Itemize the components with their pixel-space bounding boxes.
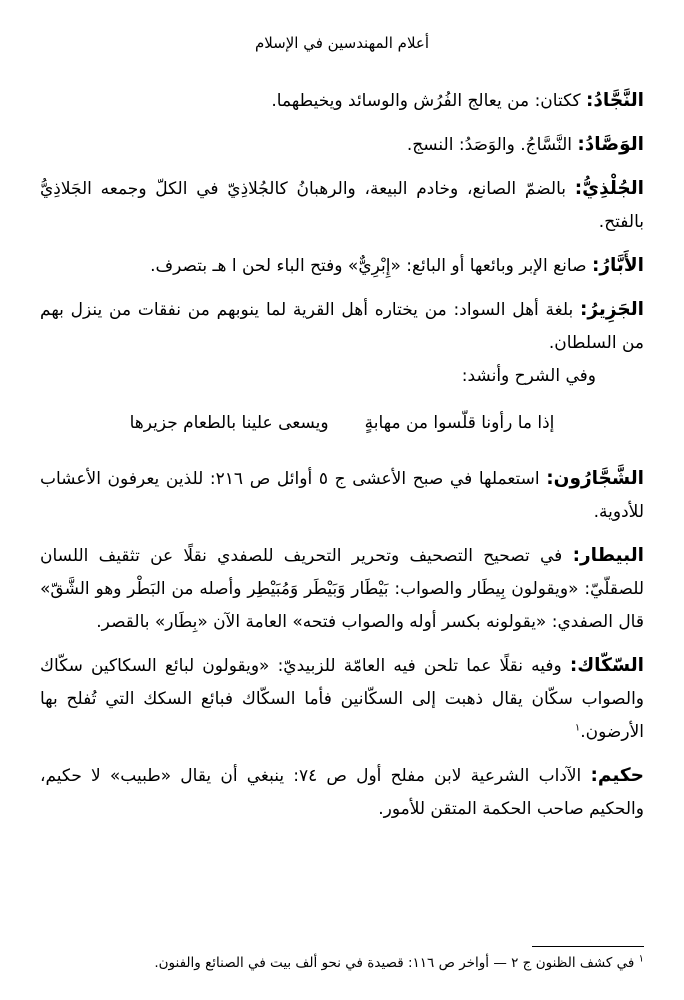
entry-headword: الجُلْذِيُّ: [574, 178, 644, 199]
entry-headword: حكيم: [590, 765, 645, 786]
entry-jazir [40, 293, 644, 360]
poetry-verse [40, 407, 644, 440]
footnote [40, 952, 644, 974]
verse-second-hemistich: ويسعى علينا بالطعام جزيرها [129, 413, 329, 433]
entry-text: الآداب الشرعية لابن مفلح أول ص ٧٤: ينبغي أن يقال «طبيب» لا حكيم، والحكيم صاحب الحكمة المتقن للأمور. [40, 766, 644, 819]
entry-text: النَّسَّاجُ. والوَصَدُ: النسج. [406, 135, 578, 155]
entry-headword: البيطار: [572, 545, 644, 566]
entry-headword: الشَّجَّارُون: [546, 468, 644, 489]
entry-headword: الوَصَّادُ: [577, 134, 644, 155]
entry-headword: الأَبَّارُ: [591, 255, 644, 276]
entry-headword: الجَزِيرُ: [580, 299, 644, 320]
footnote-ref: ١ [574, 722, 581, 734]
entry-continuation: وفي الشرح وأنشد: [461, 366, 596, 386]
verse-first-hemistich: إذا ما رأونا قلّسوا من مهابةٍ [364, 413, 555, 433]
footnote-text: في كشف الظنون ج ٢ — أواخر ص ١١٦: قصيدة في نحو ألف بيت في الصنائع والفنون. [154, 955, 639, 971]
page-body [40, 84, 644, 836]
entry-text: وفيه نقلًا عما تلحن فيه العامّة للزبيديّ: «ويقولون لبائع السكاكين سكّاك والصواب سكّان يقال ذهبت إلى السكّانين فأما السكّاك فبائع السكك التي تُفلح بها الأرضون. [40, 656, 644, 742]
entry-abbar [40, 249, 644, 283]
entry-text: ككتان: من يعالج الفُرُش والوسائد ويخيطهما. [271, 91, 586, 111]
entry-text: في تصحيح التصحيف وتحرير التحريف للصفدي نقلًا عن تثقيف اللسان للصقلّيّ: «ويقولون بِيطَار والصواب: بَيْطَار وَبَيْطَر وَمُبَيْطِر وأصله من البَطْر وهو الشَّقّ» قال الصفدي: «يقولونه بكسر أوله والصواب فتحه» العامة الآن «بِطَار» بالقصر. [40, 546, 644, 632]
footnote-marker: ١ [638, 953, 644, 965]
entry-najjad [40, 84, 644, 118]
running-header: أعلام المهندسين في الإسلام [254, 34, 430, 52]
entry-juldhi [40, 172, 644, 239]
entry-baytar [40, 539, 644, 639]
entry-text: استعملها في صبح الأعشى ج ٥ أوائل ص ٢١٦: للذين يعرفون الأعشاب للأدوية. [40, 469, 644, 522]
entry-text: بلغة أهل السواد: من يختاره أهل القرية لما ينوبهم من نفقات من ينزل بهم من السلطان. [40, 300, 644, 353]
entry-wassad [40, 128, 644, 162]
entry-text: بالضمّ الصانع، وخادم البيعة، والرهبانُ كالجُلاذِيّ في الكلّ وجمعه الجَلاذِيُّ بالفتح. [40, 179, 644, 232]
entry-headword: النَّجَّادُ: [585, 90, 644, 111]
entry-text: صانع الإبر وبائعها أو البائع: «إِبْرِيٌّ» وفتح الباء لحن ا هـ بتصرف. [150, 256, 592, 276]
entry-shajjarun [40, 462, 644, 529]
entry-hakim [40, 759, 644, 826]
entry-headword: السّكّاك: [569, 655, 644, 676]
entry-sakkak [40, 649, 644, 749]
footnote-divider [532, 946, 644, 947]
